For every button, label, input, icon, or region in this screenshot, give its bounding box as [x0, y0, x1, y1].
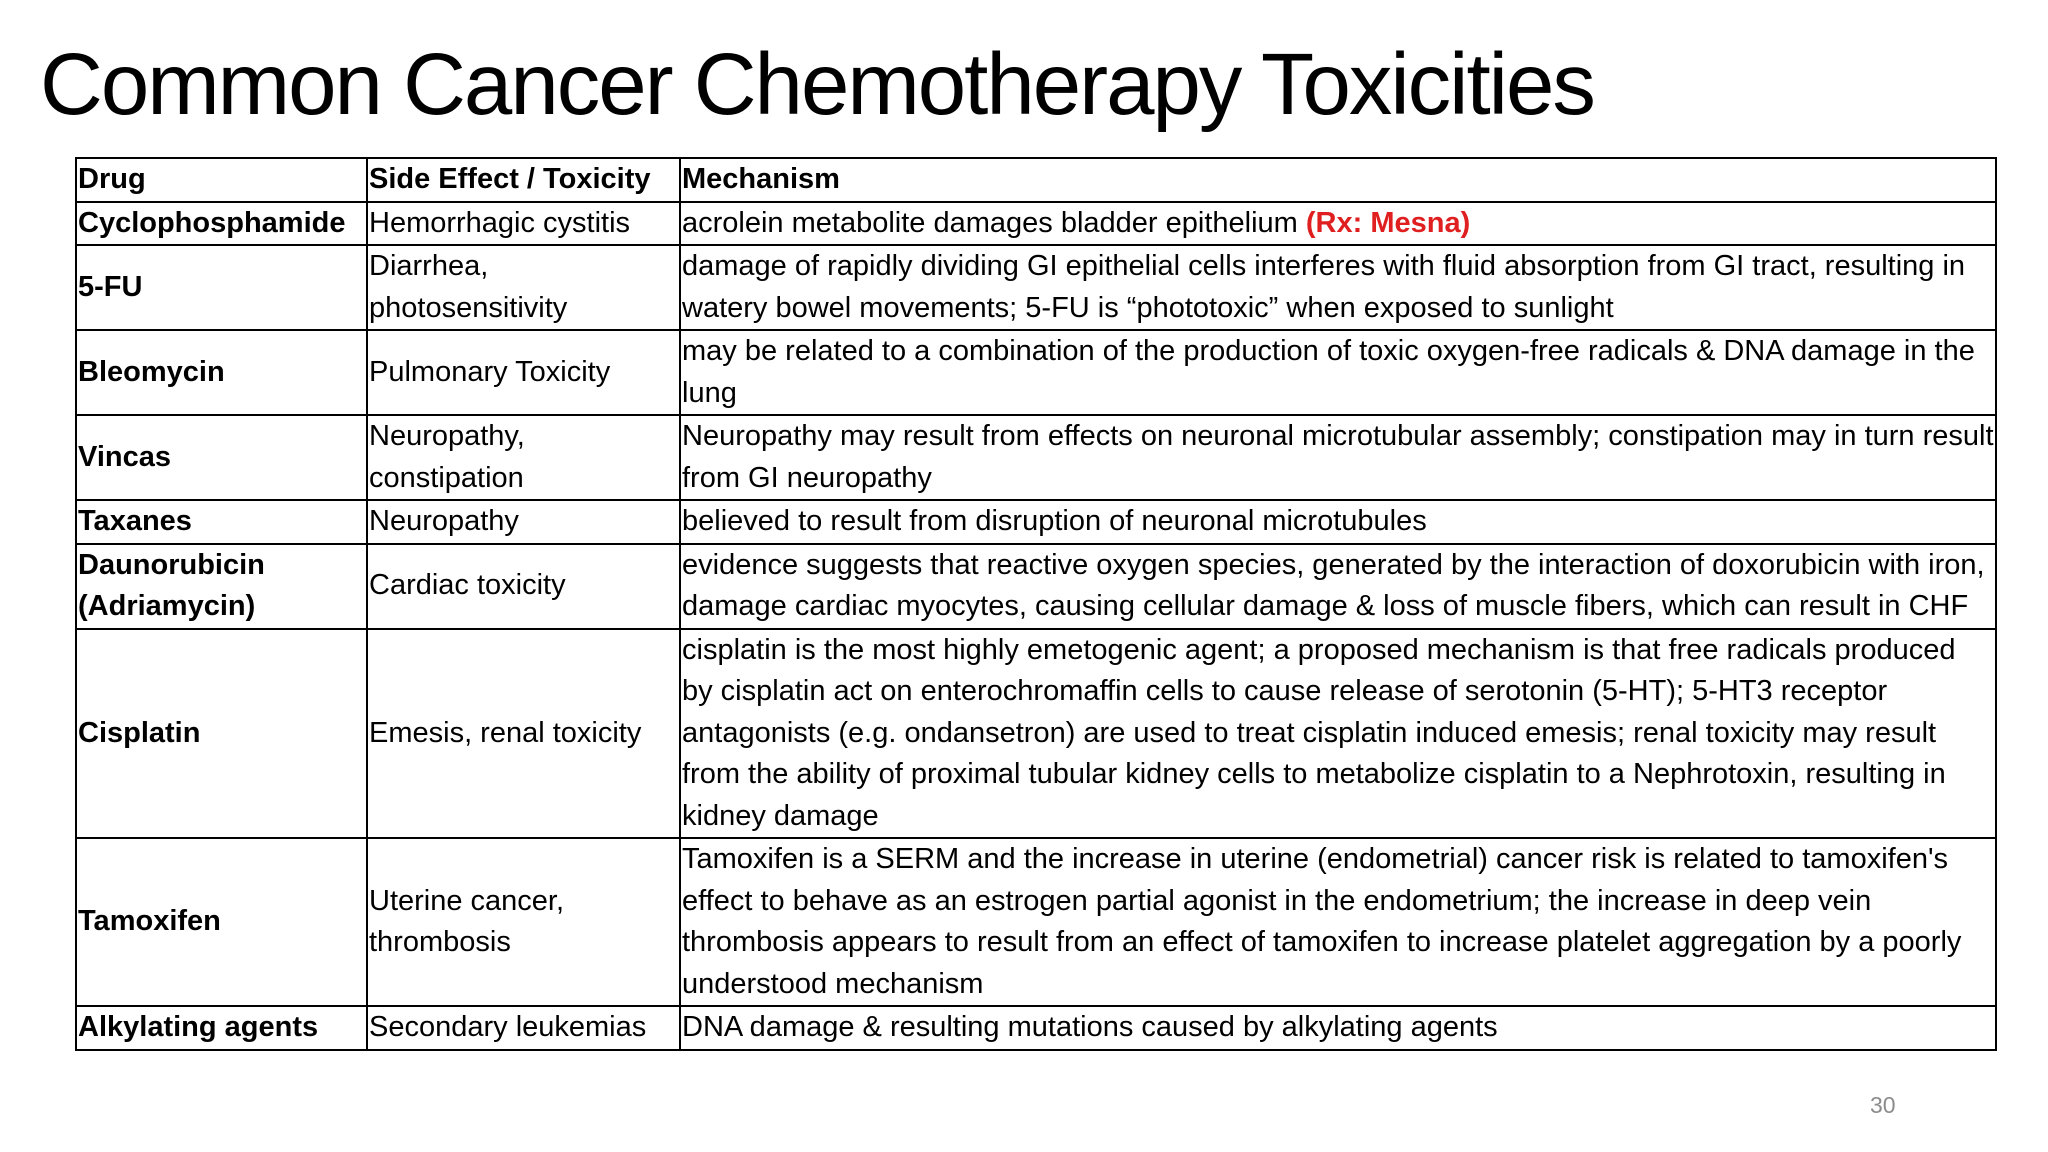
drug-cell: Alkylating agents	[76, 1006, 367, 1050]
toxicity-table	[75, 157, 1997, 1051]
side-effect-cell: Emesis, renal toxicity	[367, 629, 680, 839]
table-row	[76, 838, 1996, 1006]
side-effect-cell: Neuropathy	[367, 500, 680, 544]
table-header-row	[76, 158, 1996, 202]
drug-cell: Tamoxifen	[76, 838, 367, 1006]
side-effect-cell: Secondary leukemias	[367, 1006, 680, 1050]
table-row	[76, 330, 1996, 415]
page-number: 30	[1870, 1092, 1896, 1118]
table-row	[76, 415, 1996, 500]
side-effect-cell: Diarrhea, photosensitivity	[367, 245, 680, 330]
mechanism-cell: Neuropathy may result from effects on neuronal microtubular assembly; constipation may in turn result from GI neuropathy	[680, 415, 1996, 500]
side-effect-cell: Pulmonary Toxicity	[367, 330, 680, 415]
table-row	[76, 245, 1996, 330]
mechanism-cell: may be related to a combination of the production of toxic oxygen-free radicals & DNA damage in the lung	[680, 330, 1996, 415]
mechanism-cell: DNA damage & resulting mutations caused by alkylating agents	[680, 1006, 1996, 1050]
header-drug: Drug	[76, 158, 367, 202]
mechanism-cell: cisplatin is the most highly emetogenic agent; a proposed mechanism is that free radicals produced by cisplatin act on enterochromaffin cells to cause release of serotonin (5-HT); 5-HT3 receptor antagonists (e.g. ondansetron) are used to treat cisplatin induced emesis; renal toxicity may result from the ability of proximal tubular kidney cells to metabolize cisplatin to a Nephrotoxin, resulting in kidney damage	[680, 629, 1996, 839]
mechanism-cell	[680, 202, 1996, 246]
mechanism-cell: damage of rapidly dividing GI epithelial cells interferes with fluid absorption from GI tract, resulting in watery bowel movements; 5-FU is “phototoxic” when exposed to sunlight	[680, 245, 1996, 330]
drug-cell: Cisplatin	[76, 629, 367, 839]
table-row	[76, 544, 1996, 629]
table-row	[76, 500, 1996, 544]
table-row	[76, 629, 1996, 839]
side-effect-cell: Hemorrhagic cystitis	[367, 202, 680, 246]
mechanism-cell: Tamoxifen is a SERM and the increase in uterine (endometrial) cancer risk is related to tamoxifen's effect to behave as an estrogen partial agonist in the endometrium; the increase in deep vein thrombosis appears to result from an effect of tamoxifen to increase platelet aggregation by a poorly understood mechanism	[680, 838, 1996, 1006]
drug-cell: Taxanes	[76, 500, 367, 544]
side-effect-cell: Uterine cancer, thrombosis	[367, 838, 680, 1006]
drug-cell: Daunorubicin (Adriamycin)	[76, 544, 367, 629]
drug-cell: 5-FU	[76, 245, 367, 330]
table-row	[76, 202, 1996, 246]
treatment-note: (Rx: Mesna)	[1305, 206, 1471, 239]
header-mechanism: Mechanism	[680, 158, 1996, 202]
side-effect-cell: Neuropathy, constipation	[367, 415, 680, 500]
drug-cell: Cyclophosphamide	[76, 202, 367, 246]
table-row	[76, 1006, 1996, 1050]
drug-cell: Vincas	[76, 415, 367, 500]
mechanism-cell: believed to result from disruption of neuronal microtubules	[680, 500, 1996, 544]
mechanism-text: acrolein metabolite damages bladder epithelium	[682, 206, 1306, 239]
slide-title: Common Cancer Chemotherapy Toxicities	[40, 36, 1594, 133]
header-side-effect: Side Effect / Toxicity	[367, 158, 680, 202]
mechanism-cell: evidence suggests that reactive oxygen species, generated by the interaction of doxorubicin with iron, damage cardiac myocytes, causing cellular damage & loss of muscle fibers, which can result in CHF	[680, 544, 1996, 629]
side-effect-cell: Cardiac toxicity	[367, 544, 680, 629]
drug-cell: Bleomycin	[76, 330, 367, 415]
